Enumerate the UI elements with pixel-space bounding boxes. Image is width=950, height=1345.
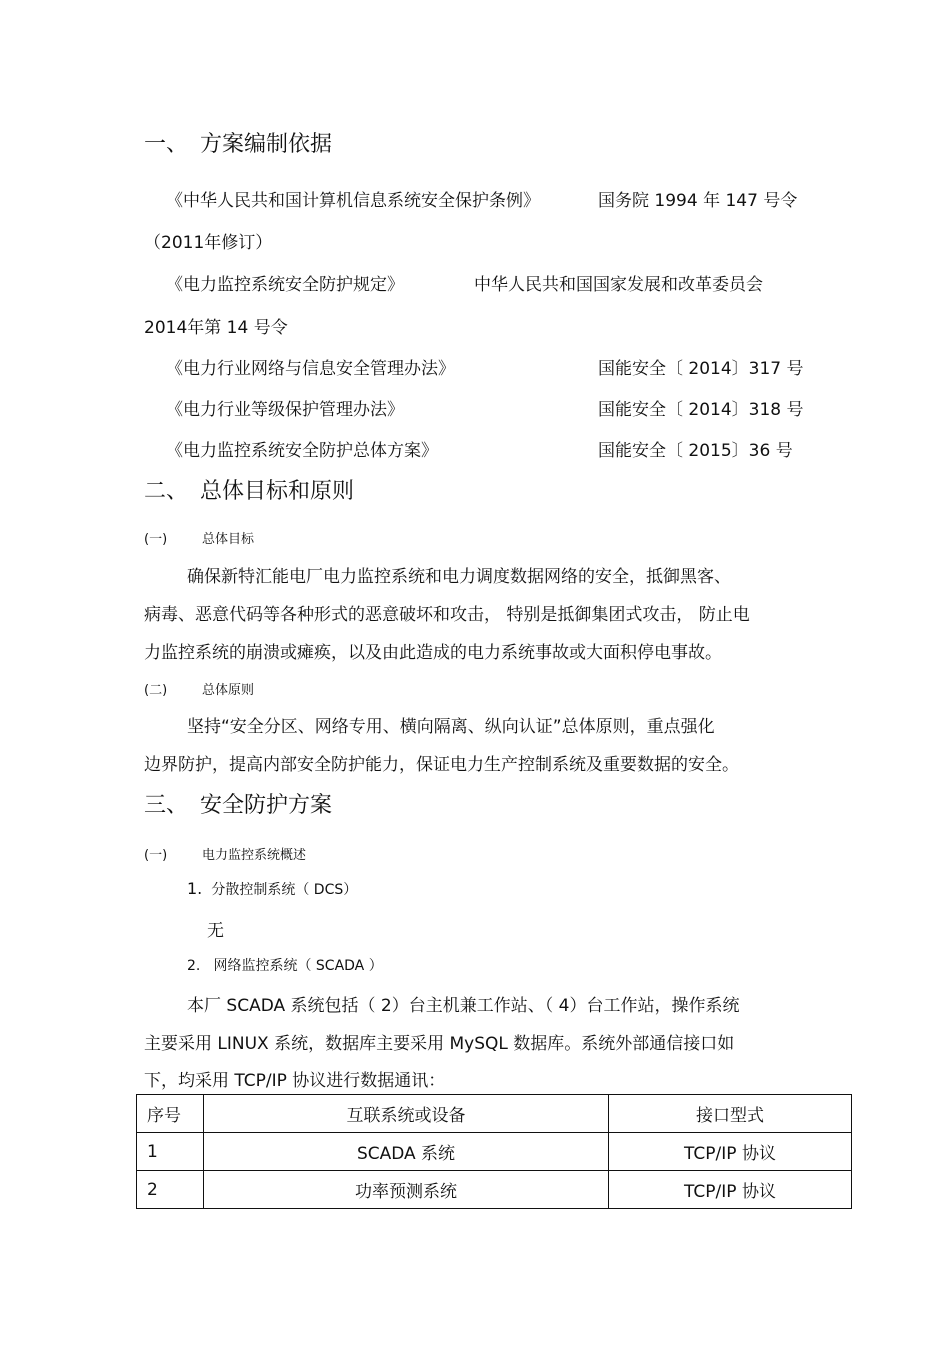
table-cell: TCP/IP 协议 [609, 1133, 852, 1171]
table-cell: 1 [137, 1133, 204, 1171]
reference-issuer: 中华人民共和国国家发展和改革委员会 [474, 275, 763, 295]
paragraph-line: 确保新特汇能电厂电力监控系统和电力调度数据网络的安全，抵御黑客、 [187, 567, 731, 587]
paragraph-line: 坚持“安全分区、网络专用、横向隔离、纵向认证”总体原则，重点强化 [187, 717, 715, 737]
table-header-cell: 接口型式 [609, 1095, 852, 1133]
reference-continuation: 2014年第 14 号令 [144, 318, 288, 338]
subsection-title: 总体原则 [202, 683, 255, 698]
reference-name: 《电力行业等级保护管理办法》 [166, 400, 404, 420]
table-header-cell: 序号 [137, 1095, 204, 1133]
reference-issuer: 国能安全〔 2015〕36 号 [598, 441, 793, 461]
section-number: 二、 [144, 479, 189, 504]
subsection-title: 总体目标 [202, 532, 255, 547]
item-number: 1. [187, 879, 203, 898]
interface-table [136, 1094, 852, 1209]
reference-continuation: （2011年修订） [144, 233, 273, 253]
reference-name: 《电力监控系统安全防护规定》 [166, 275, 404, 295]
table-header-cell: 互联系统或设备 [204, 1095, 609, 1133]
section-title: 方案编制依据 [200, 132, 333, 157]
table-row [137, 1171, 852, 1209]
numbered-item-1 [187, 879, 357, 899]
reference-name: 《电力监控系统安全防护总体方案》 [166, 441, 438, 461]
item-number: 2. [187, 958, 201, 974]
subsection-title: 电力监控系统概述 [202, 848, 307, 863]
subsection-number: (一) [144, 532, 168, 547]
table-cell: 2 [137, 1171, 204, 1209]
section-title: 安全防护方案 [200, 793, 333, 818]
reference-issuer: 国能安全〔 2014〕318 号 [598, 400, 804, 420]
reference-name: 《中华人民共和国计算机信息系统安全保护条例》 [166, 191, 540, 211]
paragraph-line: 病毒、恶意代码等各种形式的恶意破坏和攻击， 特别是抵御集团式攻击， 防止电 [144, 605, 750, 625]
paragraph-line: 主要采用 LINUX 系统，数据库主要采用 MySQL 数据库。系统外部通信接口如 [144, 1034, 735, 1054]
reference-issuer: 国能安全〔 2014〕317 号 [598, 359, 804, 379]
subsection-number: (二) [144, 683, 168, 698]
table-cell: SCADA 系统 [204, 1133, 609, 1171]
item-body: 无 [207, 921, 224, 941]
paragraph-line: 下，均采用 TCP/IP 协议进行数据通讯： [144, 1071, 446, 1091]
reference-issuer: 国务院 1994 年 147 号令 [598, 191, 798, 211]
reference-name: 《电力行业网络与信息安全管理办法》 [166, 359, 455, 379]
item-title: 分散控制系统（ DCS） [211, 882, 358, 898]
paragraph-line: 力监控系统的崩溃或瘫痪，以及由此造成的电力系统事故或大面积停电事故。 [144, 643, 722, 663]
item-title: 网络监控系统（ SCADA ） [213, 958, 383, 974]
paragraph-line: 边界防护，提高内部安全防护能力，保证电力生产控制系统及重要数据的安全。 [144, 755, 739, 775]
table-cell: TCP/IP 协议 [609, 1171, 852, 1209]
section-number: 三、 [144, 793, 189, 818]
paragraph-line: 本厂 SCADA 系统包括（ 2）台主机兼工作站、（ 4）台工作站，操作系统 [187, 996, 740, 1016]
subsection-number: (一) [144, 848, 168, 863]
table-cell: 功率预测系统 [204, 1171, 609, 1209]
table-header-row [137, 1095, 852, 1133]
table-row [137, 1133, 852, 1171]
section-title: 总体目标和原则 [200, 479, 355, 504]
numbered-item-2 [187, 955, 383, 975]
section-number: 一、 [144, 132, 189, 157]
